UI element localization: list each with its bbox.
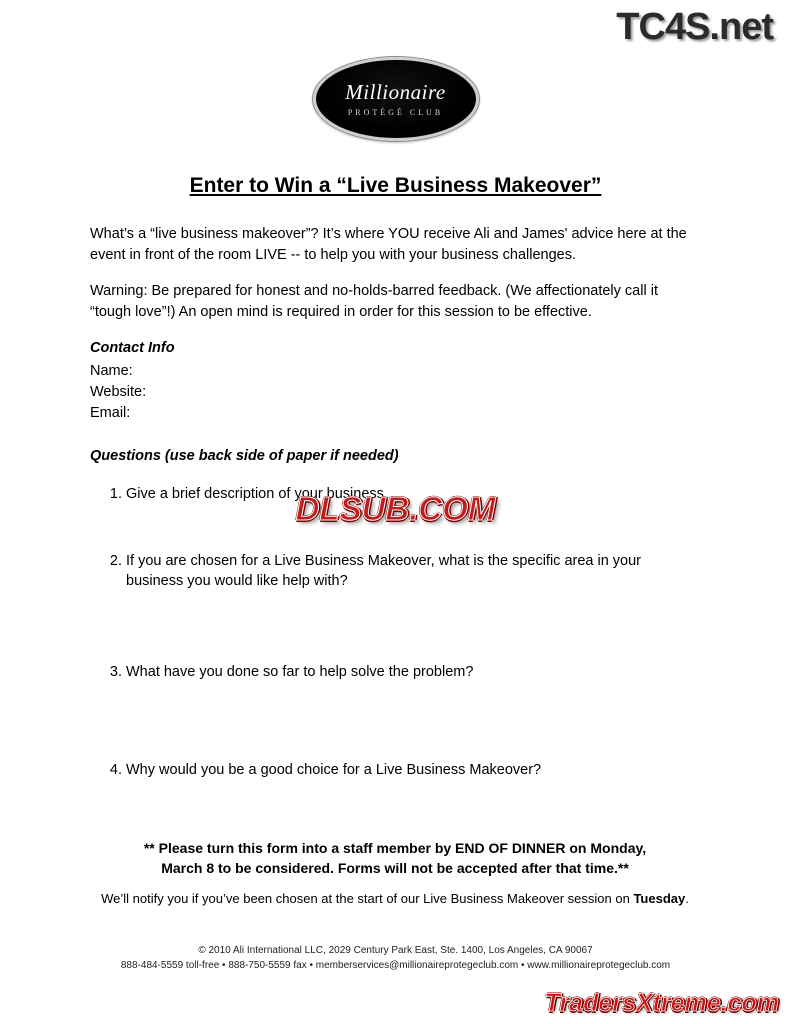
logo <box>0 57 791 146</box>
footer-line-contact: 888-484-5559 toll-free • 888-750-5559 fax • memberservices@millionaireprotegeclub.com • www.millionaireprotegeclub.com <box>120 960 671 971</box>
notification-note-prefix: We’ll notify you if you’ve been chosen at the start of our Live Business Makeover session on <box>101 891 634 906</box>
questions-list <box>90 485 700 781</box>
submission-notice-line2: March 8 to be considered. Forms will not be accepted after that time.** <box>161 860 629 877</box>
logo-subtitle-text: PROTÉGÉ CLUB <box>347 108 444 117</box>
contact-field-email: Email: <box>90 404 131 421</box>
watermark-top-right: TC4S.net <box>616 6 773 48</box>
footer <box>0 943 791 973</box>
questions-heading: Questions (use back side of paper if needed) <box>90 447 399 464</box>
notification-note <box>95 890 695 908</box>
submission-notice <box>95 838 695 879</box>
list-item: 1. Give a brief description of your business. <box>126 485 700 505</box>
contact-info-heading: Contact Info <box>90 340 175 357</box>
footer-line-copyright: © 2010 Ali International LLC, 2029 Century Park East, Ste. 1400, Los Angeles, CA 90067 <box>198 945 593 956</box>
logo-brand-text: Millionaire <box>345 80 446 104</box>
list-item: 3. What have you done so far to help solve the problem? <box>126 663 700 683</box>
intro-paragraph: What’s a “live business makeover”? It’s where YOU receive Ali and James' advice here at the event in front of the room LIVE -- to help you with your business challenges. <box>90 226 687 263</box>
notification-note-suffix: . <box>685 891 689 906</box>
logo-oval <box>313 57 479 141</box>
notification-note-day: Tuesday <box>633 891 686 906</box>
warning-paragraph: Warning: Be prepared for honest and no-holds-barred feedback. (We affectionately call it “tough love”!) An open mind is required in order for this session to be effective. <box>90 283 658 320</box>
page-title: Enter to Win a “Live Business Makeover” <box>189 174 602 197</box>
submission-notice-line1: ** Please turn this form into a staff member by END OF DINNER on Monday, <box>143 840 647 856</box>
list-item: 2. If you are chosen for a Live Business Makeover, what is the specific area in your business you would like help with? <box>126 552 700 591</box>
contact-field-website: Website: <box>90 383 147 400</box>
list-item: 4. Why would you be a good choice for a Live Business Makeover? <box>126 761 700 781</box>
document-body <box>90 224 700 780</box>
watermark-bottom-right: TradersXtreme.com <box>544 989 779 1017</box>
watermark-center-text: DLSUB.COM <box>295 490 496 527</box>
contact-field-name: Name: <box>90 362 133 379</box>
